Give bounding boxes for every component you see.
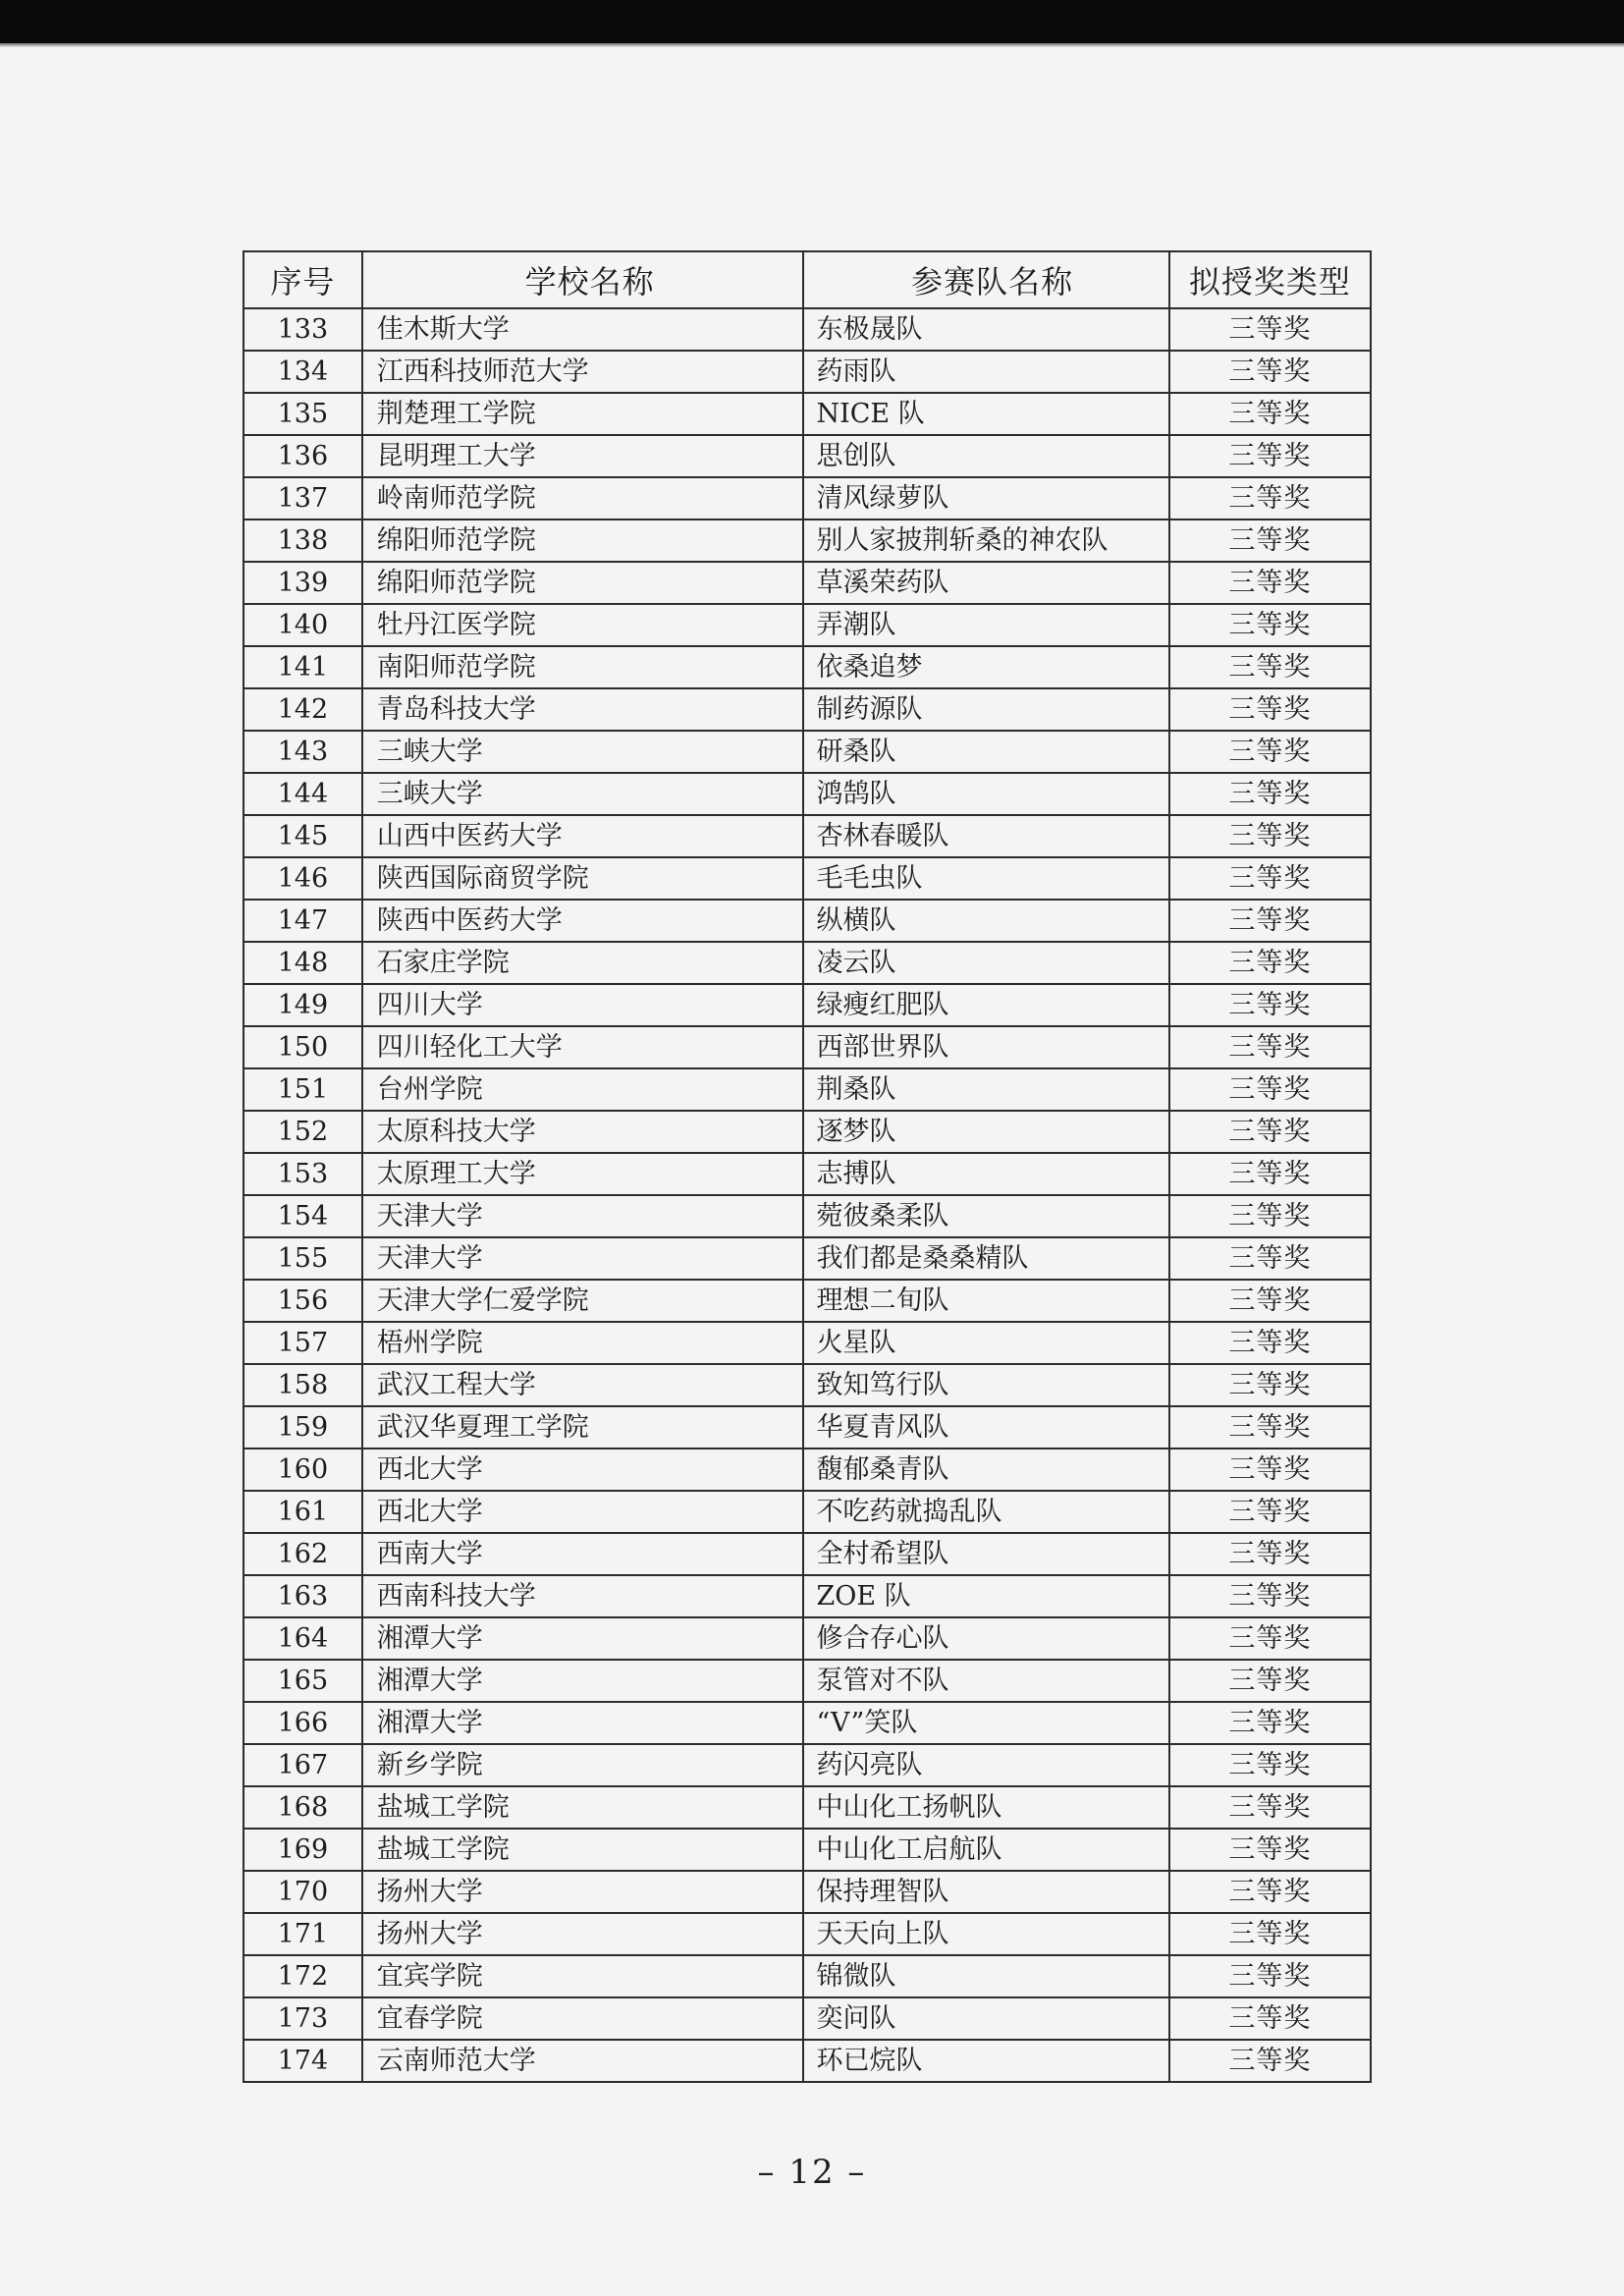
page-number: – 12 –: [757, 2153, 867, 2192]
cell-team-name: 全村希望队: [803, 1533, 1168, 1575]
cell-serial-number: 157: [244, 1322, 362, 1364]
cell-serial-number: 164: [244, 1617, 362, 1660]
table-row: [244, 646, 1371, 688]
cell-award-type: 三等奖: [1169, 435, 1371, 477]
table-row: [244, 519, 1371, 562]
cell-team-name: 思创队: [803, 435, 1168, 477]
cell-school-name: 绵阳师范学院: [362, 519, 804, 562]
cell-award-type: 三等奖: [1169, 1322, 1371, 1364]
cell-serial-number: 168: [244, 1786, 362, 1829]
cell-school-name: 西南科技大学: [362, 1575, 804, 1617]
cell-school-name: 扬州大学: [362, 1871, 804, 1913]
cell-school-name: 岭南师范学院: [362, 477, 804, 519]
cell-award-type: 三等奖: [1169, 1660, 1371, 1702]
cell-serial-number: 141: [244, 646, 362, 688]
cell-team-name: 清风绿萝队: [803, 477, 1168, 519]
cell-team-name: 研桑队: [803, 731, 1168, 773]
cell-team-name: 志搏队: [803, 1153, 1168, 1195]
cell-team-name: 修合存心队: [803, 1617, 1168, 1660]
table-row: [244, 900, 1371, 942]
cell-school-name: 四川轻化工大学: [362, 1026, 804, 1068]
cell-award-type: 三等奖: [1169, 1617, 1371, 1660]
cell-award-type: 三等奖: [1169, 308, 1371, 351]
cell-award-type: 三等奖: [1169, 1955, 1371, 1997]
table-row: [244, 1829, 1371, 1871]
cell-award-type: 三等奖: [1169, 1449, 1371, 1491]
cell-serial-number: 142: [244, 688, 362, 731]
cell-award-type: 三等奖: [1169, 1111, 1371, 1153]
cell-award-type: 三等奖: [1169, 1491, 1371, 1533]
cell-team-name: 华夏青风队: [803, 1406, 1168, 1449]
table-row: [244, 1786, 1371, 1829]
cell-serial-number: 172: [244, 1955, 362, 1997]
cell-award-type: 三等奖: [1169, 1406, 1371, 1449]
cell-award-type: 三等奖: [1169, 351, 1371, 393]
cell-school-name: 云南师范大学: [362, 2040, 804, 2082]
cell-serial-number: 150: [244, 1026, 362, 1068]
cell-award-type: 三等奖: [1169, 393, 1371, 435]
table-row: [244, 1322, 1371, 1364]
table-row: [244, 1237, 1371, 1280]
table-row: [244, 1195, 1371, 1237]
cell-award-type: 三等奖: [1169, 1829, 1371, 1871]
table-row: [244, 1068, 1371, 1111]
cell-school-name: 新乡学院: [362, 1744, 804, 1786]
cell-team-name: 西部世界队: [803, 1026, 1168, 1068]
table-row: [244, 562, 1371, 604]
cell-school-name: 梧州学院: [362, 1322, 804, 1364]
cell-team-name: 逐梦队: [803, 1111, 1168, 1153]
table-row: [244, 1026, 1371, 1068]
cell-school-name: 南阳师范学院: [362, 646, 804, 688]
table-header-row: [244, 251, 1371, 308]
cell-serial-number: 148: [244, 942, 362, 984]
cell-team-name: 保持理智队: [803, 1871, 1168, 1913]
cell-team-name: 杏林春暖队: [803, 815, 1168, 857]
cell-serial-number: 149: [244, 984, 362, 1026]
cell-team-name: 毛毛虫队: [803, 857, 1168, 900]
cell-award-type: 三等奖: [1169, 688, 1371, 731]
cell-team-name: 别人家披荆斩桑的神农队: [803, 519, 1168, 562]
cell-award-type: 三等奖: [1169, 815, 1371, 857]
cell-serial-number: 135: [244, 393, 362, 435]
cell-team-name: 致知笃行队: [803, 1364, 1168, 1406]
scan-border: [0, 0, 1624, 43]
cell-serial-number: 140: [244, 604, 362, 646]
cell-team-name: 草溪荣药队: [803, 562, 1168, 604]
cell-award-type: 三等奖: [1169, 1026, 1371, 1068]
cell-school-name: 武汉工程大学: [362, 1364, 804, 1406]
table-row: [244, 1280, 1371, 1322]
cell-team-name: 奕问队: [803, 1997, 1168, 2040]
cell-serial-number: 166: [244, 1702, 362, 1744]
cell-school-name: 湘潭大学: [362, 1660, 804, 1702]
cell-award-type: 三等奖: [1169, 773, 1371, 815]
cell-team-name: 弄潮队: [803, 604, 1168, 646]
cell-serial-number: 139: [244, 562, 362, 604]
cell-school-name: 盐城工学院: [362, 1829, 804, 1871]
cell-serial-number: 167: [244, 1744, 362, 1786]
cell-school-name: 山西中医药大学: [362, 815, 804, 857]
header-team-name: 参赛队名称: [803, 251, 1168, 308]
cell-serial-number: 159: [244, 1406, 362, 1449]
table-row: [244, 1575, 1371, 1617]
cell-school-name: 太原科技大学: [362, 1111, 804, 1153]
table-row: [244, 351, 1371, 393]
cell-serial-number: 160: [244, 1449, 362, 1491]
cell-award-type: 三等奖: [1169, 731, 1371, 773]
cell-team-name: 绿瘦红肥队: [803, 984, 1168, 1026]
cell-award-type: 三等奖: [1169, 1744, 1371, 1786]
table-row: [244, 984, 1371, 1026]
table-row: [244, 393, 1371, 435]
cell-serial-number: 174: [244, 2040, 362, 2082]
cell-serial-number: 143: [244, 731, 362, 773]
cell-award-type: 三等奖: [1169, 1575, 1371, 1617]
cell-school-name: 台州学院: [362, 1068, 804, 1111]
cell-team-name: 东极晟队: [803, 308, 1168, 351]
cell-award-type: 三等奖: [1169, 1237, 1371, 1280]
cell-serial-number: 133: [244, 308, 362, 351]
cell-team-name: “V”笑队: [803, 1702, 1168, 1744]
cell-serial-number: 173: [244, 1997, 362, 2040]
table-row: [244, 1406, 1371, 1449]
cell-award-type: 三等奖: [1169, 519, 1371, 562]
cell-team-name: 环已烷队: [803, 2040, 1168, 2082]
cell-team-name: 我们都是桑桑精队: [803, 1237, 1168, 1280]
cell-award-type: 三等奖: [1169, 984, 1371, 1026]
cell-team-name: 纵横队: [803, 900, 1168, 942]
cell-school-name: 扬州大学: [362, 1913, 804, 1955]
table-row: [244, 1449, 1371, 1491]
table-row: [244, 1491, 1371, 1533]
cell-award-type: 三等奖: [1169, 1364, 1371, 1406]
cell-award-type: 三等奖: [1169, 2040, 1371, 2082]
scan-edge: [0, 43, 1624, 47]
cell-team-name: 依桑追梦: [803, 646, 1168, 688]
table-row: [244, 688, 1371, 731]
cell-award-type: 三等奖: [1169, 1997, 1371, 2040]
cell-award-type: 三等奖: [1169, 604, 1371, 646]
cell-award-type: 三等奖: [1169, 1786, 1371, 1829]
cell-award-type: 三等奖: [1169, 1702, 1371, 1744]
cell-serial-number: 163: [244, 1575, 362, 1617]
cell-school-name: 佳木斯大学: [362, 308, 804, 351]
cell-serial-number: 161: [244, 1491, 362, 1533]
header-award-type: 拟授奖类型: [1169, 251, 1371, 308]
cell-school-name: 天津大学: [362, 1195, 804, 1237]
cell-school-name: 武汉华夏理工学院: [362, 1406, 804, 1449]
header-school-name: 学校名称: [362, 251, 804, 308]
table-row: [244, 1153, 1371, 1195]
table-row: [244, 477, 1371, 519]
cell-award-type: 三等奖: [1169, 1913, 1371, 1955]
cell-team-name: 泵管对不队: [803, 1660, 1168, 1702]
table-row: [244, 2040, 1371, 2082]
table-body: [244, 308, 1371, 2082]
cell-serial-number: 152: [244, 1111, 362, 1153]
cell-award-type: 三等奖: [1169, 1068, 1371, 1111]
cell-award-type: 三等奖: [1169, 1533, 1371, 1575]
cell-school-name: 湘潭大学: [362, 1617, 804, 1660]
cell-school-name: 陕西国际商贸学院: [362, 857, 804, 900]
cell-school-name: 湘潭大学: [362, 1702, 804, 1744]
cell-school-name: 西南大学: [362, 1533, 804, 1575]
cell-serial-number: 137: [244, 477, 362, 519]
cell-award-type: 三等奖: [1169, 1153, 1371, 1195]
cell-serial-number: 165: [244, 1660, 362, 1702]
cell-school-name: 江西科技师范大学: [362, 351, 804, 393]
cell-serial-number: 171: [244, 1913, 362, 1955]
table-row: [244, 1997, 1371, 2040]
cell-serial-number: 154: [244, 1195, 362, 1237]
cell-award-type: 三等奖: [1169, 942, 1371, 984]
cell-team-name: 药雨队: [803, 351, 1168, 393]
cell-school-name: 牡丹江医学院: [362, 604, 804, 646]
cell-team-name: 制药源队: [803, 688, 1168, 731]
cell-team-name: 荆桑队: [803, 1068, 1168, 1111]
cell-school-name: 盐城工学院: [362, 1786, 804, 1829]
cell-school-name: 石家庄学院: [362, 942, 804, 984]
table-row: [244, 1533, 1371, 1575]
cell-serial-number: 136: [244, 435, 362, 477]
table-row: [244, 1702, 1371, 1744]
cell-serial-number: 151: [244, 1068, 362, 1111]
cell-school-name: 天津大学仁爱学院: [362, 1280, 804, 1322]
header-serial-number: 序号: [244, 251, 362, 308]
cell-school-name: 昆明理工大学: [362, 435, 804, 477]
table-row: [244, 942, 1371, 984]
cell-team-name: 馥郁桑青队: [803, 1449, 1168, 1491]
cell-team-name: 天天向上队: [803, 1913, 1168, 1955]
cell-serial-number: 156: [244, 1280, 362, 1322]
table-row: [244, 1660, 1371, 1702]
cell-serial-number: 169: [244, 1829, 362, 1871]
cell-team-name: 中山化工启航队: [803, 1829, 1168, 1871]
cell-school-name: 三峡大学: [362, 731, 804, 773]
cell-serial-number: 144: [244, 773, 362, 815]
table-row: [244, 1744, 1371, 1786]
table-row: [244, 1955, 1371, 1997]
cell-school-name: 绵阳师范学院: [362, 562, 804, 604]
table-row: [244, 731, 1371, 773]
cell-team-name: 鸿鹄队: [803, 773, 1168, 815]
cell-team-name: 不吃药就捣乱队: [803, 1491, 1168, 1533]
cell-serial-number: 158: [244, 1364, 362, 1406]
cell-school-name: 宜宾学院: [362, 1955, 804, 1997]
cell-award-type: 三等奖: [1169, 900, 1371, 942]
cell-team-name: 中山化工扬帆队: [803, 1786, 1168, 1829]
table-row: [244, 857, 1371, 900]
cell-award-type: 三等奖: [1169, 857, 1371, 900]
table-row: [244, 1364, 1371, 1406]
cell-school-name: 太原理工大学: [362, 1153, 804, 1195]
cell-award-type: 三等奖: [1169, 646, 1371, 688]
cell-team-name: 锦微队: [803, 1955, 1168, 1997]
cell-award-type: 三等奖: [1169, 1195, 1371, 1237]
cell-team-name: 凌云队: [803, 942, 1168, 984]
cell-team-name: 药闪亮队: [803, 1744, 1168, 1786]
cell-school-name: 西北大学: [362, 1491, 804, 1533]
cell-award-type: 三等奖: [1169, 562, 1371, 604]
cell-school-name: 四川大学: [362, 984, 804, 1026]
cell-serial-number: 147: [244, 900, 362, 942]
cell-school-name: 西北大学: [362, 1449, 804, 1491]
cell-team-name: 理想二旬队: [803, 1280, 1168, 1322]
table-row: [244, 1617, 1371, 1660]
cell-school-name: 荆楚理工学院: [362, 393, 804, 435]
cell-team-name: 菀彼桑柔队: [803, 1195, 1168, 1237]
table-row: [244, 815, 1371, 857]
cell-team-name: NICE 队: [803, 393, 1168, 435]
table-row: [244, 773, 1371, 815]
cell-serial-number: 145: [244, 815, 362, 857]
cell-school-name: 陕西中医药大学: [362, 900, 804, 942]
cell-serial-number: 134: [244, 351, 362, 393]
cell-serial-number: 170: [244, 1871, 362, 1913]
cell-serial-number: 153: [244, 1153, 362, 1195]
cell-school-name: 三峡大学: [362, 773, 804, 815]
cell-school-name: 宜春学院: [362, 1997, 804, 2040]
cell-school-name: 天津大学: [362, 1237, 804, 1280]
cell-team-name: ZOE 队: [803, 1575, 1168, 1617]
cell-serial-number: 146: [244, 857, 362, 900]
cell-serial-number: 138: [244, 519, 362, 562]
table-row: [244, 1111, 1371, 1153]
cell-award-type: 三等奖: [1169, 1871, 1371, 1913]
table-row: [244, 1871, 1371, 1913]
cell-team-name: 火星队: [803, 1322, 1168, 1364]
cell-school-name: 青岛科技大学: [362, 688, 804, 731]
award-table: [243, 250, 1372, 2083]
cell-award-type: 三等奖: [1169, 477, 1371, 519]
cell-serial-number: 155: [244, 1237, 362, 1280]
table-row: [244, 604, 1371, 646]
table-row: [244, 308, 1371, 351]
cell-serial-number: 162: [244, 1533, 362, 1575]
table-row: [244, 435, 1371, 477]
table-row: [244, 1913, 1371, 1955]
cell-award-type: 三等奖: [1169, 1280, 1371, 1322]
